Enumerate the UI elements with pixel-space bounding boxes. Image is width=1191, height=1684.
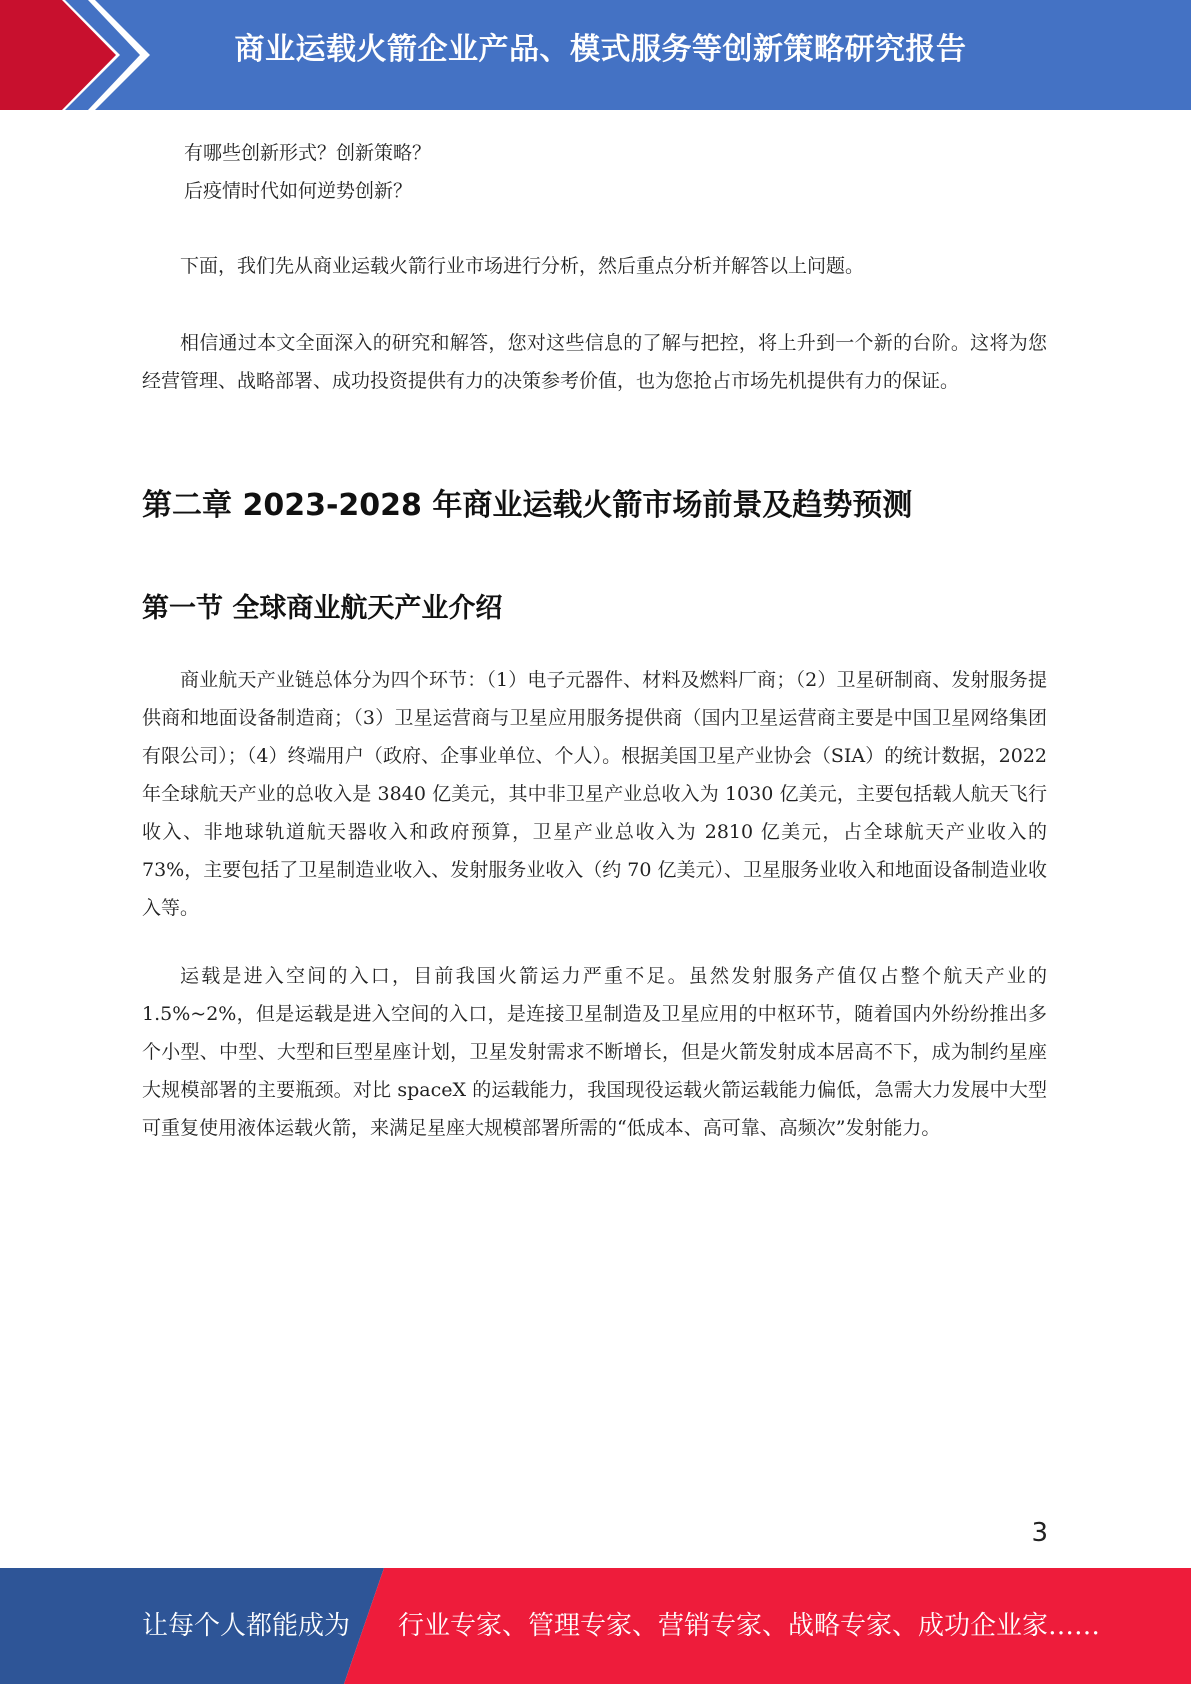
intro-paragraph: 下面，我们先从商业运载火箭行业市场进行分析，然后重点分析并解答以上问题。 <box>180 255 865 277</box>
footer-slogan-left: 让每个人都能成为 <box>142 1611 351 1641</box>
report-title: 商业运载火箭企业产品、模式服务等创新策略研究报告 <box>234 32 967 67</box>
footer-slogan-right: 行业专家、管理专家、营销专家、战略专家、成功企业家…… <box>398 1611 1101 1641</box>
intro-paragraph: 相信通过本文全面深入的研究和解答，您对这些信息的了解与把控，将上升到一个新的台阶。这将为您经营管理、战略部署、成功投资提供有力的决策参考价值，也为您抢占市场先机提供有力的保证。 <box>142 332 1047 392</box>
section-paragraph: 运载是进入空间的入口，目前我国火箭运力严重不足。虽然发射服务产值仅占整个航天产业的 1.5%~2%，但是运载是进入空间的入口，是连接卫星制造及卫星应用的中枢环节，随着国内外纷纷推出多个小型、中型、大型和巨型星座计划，卫星发射需求不断增长，但是火箭发射成本居高不下，成为制约星座大规模部署的主要瓶颈。对比 spaceX 的运载能力，我国现役运载火箭运载能力偏低，急需大力发展中大型可重复使用液体运载火箭，来满足星座大规模部署所需的“低成本、高可靠、高频次”发射能力。 <box>142 965 1047 1139</box>
intro-question: 后疫情时代如何逆势创新？ <box>184 180 413 202</box>
footer-banner <box>0 1568 1191 1684</box>
intro-question: 有哪些创新形式？创新策略？ <box>184 142 432 164</box>
page-number: 3 <box>1031 1518 1048 1548</box>
section-heading: 第一节 全球商业航天产业介绍 <box>142 593 503 624</box>
section-paragraph: 商业航天产业链总体分为四个环节：（1）电子元器件、材料及燃料厂商；（2）卫星研制商、发射服务提供商和地面设备制造商；（3）卫星运营商与卫星应用服务提供商（国内卫星运营商主要是中国卫星网络集团有限公司）；（4）终端用户（政府、企事业单位、个人）。根据美国卫星产业协会（SIA）的统计数据，2022 年全球航天产业的总收入是 3840 亿美元，其中非卫星产业总收入为 1030 亿美元，主要包括载人航天飞行收入、非地球轨道航天器收入和政府预算，卫星产业总收入为 2810 亿美元，占全球航天产业收入的 73%，主要包括了卫星制造业收入、发射服务业收入（约 70 亿美元）、卫星服务业收入和地面设备制造业收入等。 <box>142 669 1047 919</box>
chapter-heading: 第二章 2023-2028 年商业运载火箭市场前景及趋势预测 <box>142 488 913 523</box>
header-banner <box>0 0 1191 110</box>
